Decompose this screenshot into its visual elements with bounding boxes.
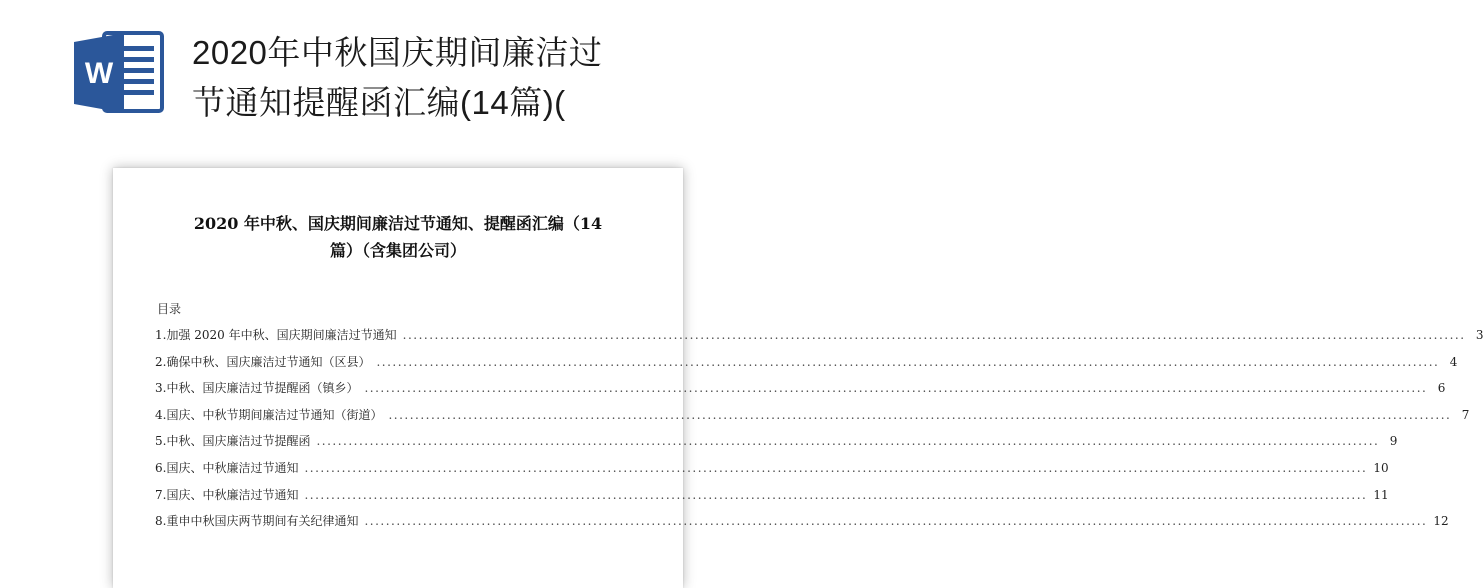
toc-item-text: 4.国庆、中秋节期间廉洁过节通知（街道） (155, 407, 383, 422)
document-heading-line-1: 2020 年中秋、国庆期间廉洁过节通知、提醒函汇编（14 (193, 214, 603, 233)
toc-item-text: 7.国庆、中秋廉洁过节通知 (155, 487, 299, 502)
document-title-line-2: 节通知提醒函汇编(14篇)( (192, 84, 566, 121)
table-of-contents (155, 326, 1484, 539)
document-heading (143, 210, 653, 264)
toc-leader: ........................................................................................................................................................................................................ (364, 514, 1428, 529)
toc-title: 目录 (157, 302, 182, 316)
document-page-preview (113, 168, 1484, 588)
toc-leader: ........................................................................................................................................................................................................ (304, 460, 1368, 475)
document-title-line-1: 2020年中秋国庆期间廉洁过 (192, 34, 603, 71)
toc-item-text: 5.中秋、国庆廉洁过节提醒函 (155, 434, 311, 449)
toc-item-page: 11 (1373, 487, 1389, 502)
toc-leader: ........................................................................................................................................................................................................ (402, 328, 1466, 342)
word-document-icon (74, 30, 166, 116)
toc-item (155, 379, 1446, 406)
toc-item-text: 6.国庆、中秋廉洁过节通知 (155, 460, 299, 475)
toc-item (155, 486, 1389, 513)
toc-item-page: 10 (1373, 460, 1389, 475)
toc-item-page: 12 (1433, 514, 1449, 529)
toc-item-page: 9 (1389, 434, 1398, 449)
toc-item (155, 353, 1458, 380)
document-heading-line-2: 篇）（含集团公司） (329, 241, 466, 260)
toc-leader: ........................................................................................................................................................................................................ (304, 487, 1368, 502)
toc-leader: ........................................................................................................................................................................................................ (364, 381, 1428, 396)
toc-item (155, 512, 1449, 539)
toc-item-text: 3.中秋、国庆廉洁过节提醒函（镇乡） (155, 381, 359, 396)
toc-item-page: 4 (1449, 354, 1458, 369)
toc-leader: ........................................................................................................................................................................................................ (388, 407, 1452, 422)
toc-item (155, 406, 1470, 433)
toc-item-text: 2.确保中秋、国庆廉洁过节通知（区县） (155, 354, 371, 369)
toc-leader: ........................................................................................................................................................................................................ (376, 354, 1440, 369)
svg-text:W: W (84, 57, 114, 90)
toc-item-page: 3 (1475, 328, 1484, 342)
toc-item-text: 1.加强 2020 年中秋、国庆期间廉洁过节通知 (155, 328, 397, 342)
toc-item (155, 459, 1389, 486)
toc-item-page: 6 (1437, 381, 1446, 396)
toc-leader: ........................................................................................................................................................................................................ (316, 434, 1380, 449)
document-title (192, 28, 772, 128)
toc-item-page: 7 (1461, 407, 1470, 422)
toc-item (155, 432, 1398, 459)
toc-item (155, 326, 1484, 353)
toc-item-text: 8.重申中秋国庆两节期间有关纪律通知 (155, 514, 359, 529)
